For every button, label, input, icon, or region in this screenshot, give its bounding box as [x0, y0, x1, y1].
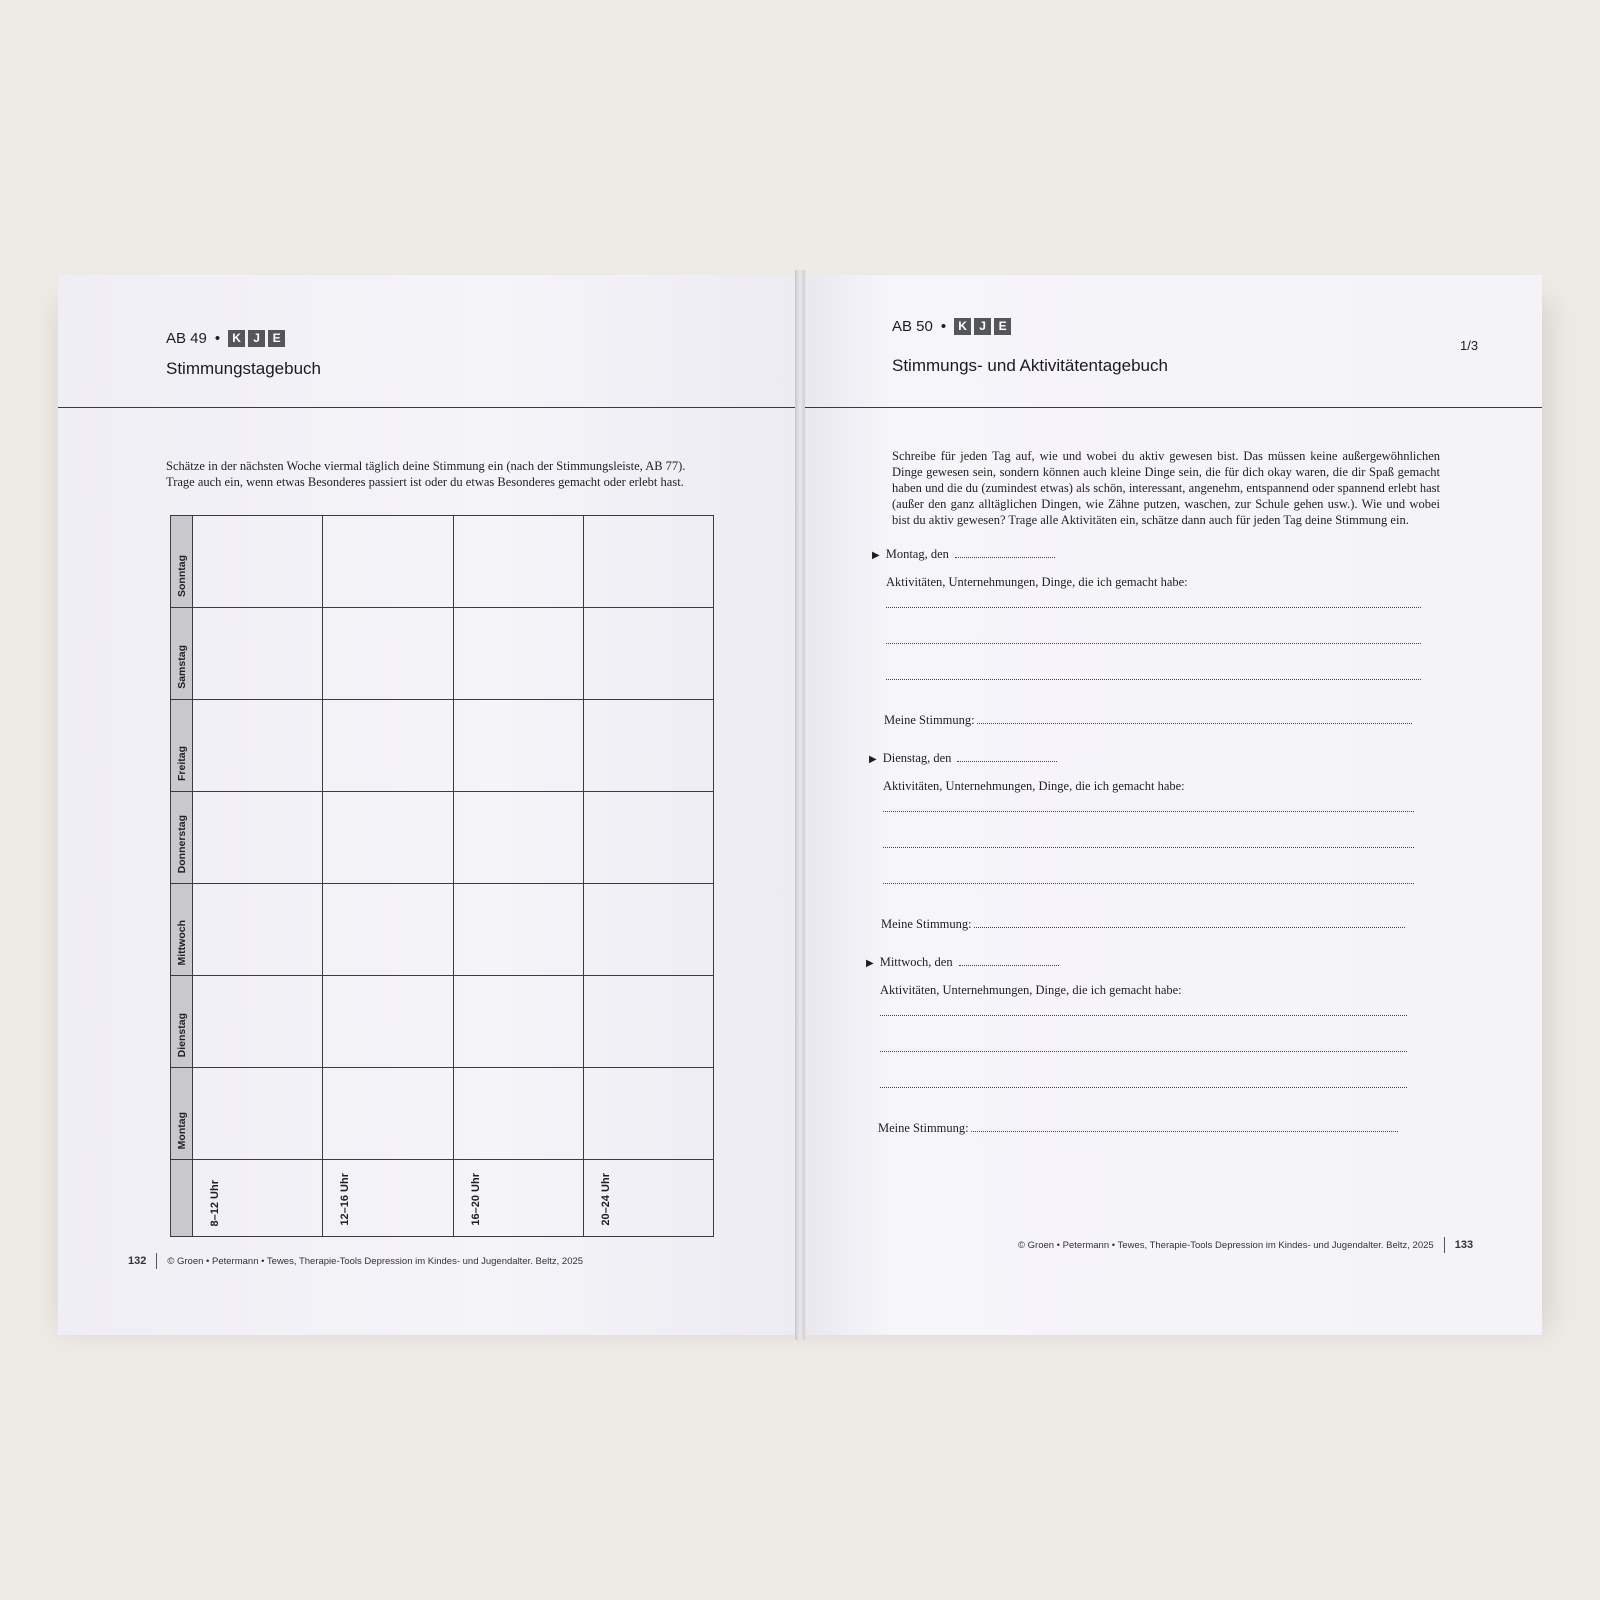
kje-k: K [228, 330, 245, 347]
copyright-text: © Groen • Petermann • Tewes, Therapie-Tools Depression im Kindes- und Jugendalter. Beltz, 2025 [167, 1255, 584, 1267]
intro-line-1: Schätze in der nächsten Woche viermal täglich deine Stimmung ein (nach der Stimmungsleiste, AB 77). [166, 459, 686, 473]
grid-row [171, 700, 714, 792]
activity-write-line[interactable] [886, 643, 1421, 644]
day-label-cell [171, 516, 193, 608]
day-label-cell [171, 976, 193, 1068]
intro-text: Schreibe für jeden Tag auf, wie und wobei du aktiv gewesen bist. Das müssen keine außergewöhnlichen Dinge gewesen sein, sondern können auch kleine Dinge sein, die für dich okay waren, die dir Spaß gemacht haben und die du (zumindest etwas) als schön, interessant, angenehm, entspannend oder spannend erlebt hast (außer den ganz alltäglichen Dingen, wie Zähne putzen, waschen, zur Schule gehen usw.). Wie und wobei bist du aktiv gewesen? Trage alle Aktivitäten ein, schätze dann auch für jeden Tag deine Stimmung ein. [892, 449, 1440, 527]
date-blank[interactable] [955, 547, 1055, 558]
mood-entry-cell[interactable] [453, 516, 583, 608]
mood-entry-cell[interactable] [453, 884, 583, 976]
day-heading-row [866, 955, 1059, 970]
kje-j: J [974, 318, 991, 335]
kje-e: E [268, 330, 285, 347]
activity-write-line[interactable] [883, 847, 1414, 848]
day-name: Montag, den [885, 547, 949, 561]
mood-prompt-row [878, 1121, 1398, 1136]
mood-entry-cell[interactable] [583, 516, 713, 608]
day-heading [869, 751, 1057, 766]
right-page [800, 275, 1542, 1335]
mood-entry-cell[interactable] [193, 608, 323, 700]
footer-divider [156, 1253, 157, 1269]
time-label: 8–12 Uhr [209, 1179, 221, 1226]
mood-entry-cell[interactable] [323, 700, 453, 792]
mood-entry-cell[interactable] [453, 792, 583, 884]
time-label: 12–16 Uhr [339, 1173, 352, 1226]
grid-row [171, 1068, 714, 1160]
day-label-cell [171, 1068, 193, 1160]
triangle-bullet-icon: ▶ [866, 958, 874, 969]
day-label: Montag [176, 1111, 188, 1149]
mood-prompt-row [881, 917, 1405, 932]
intro-text [166, 458, 766, 490]
grid-row [171, 976, 714, 1068]
mood-label: Meine Stimmung: [884, 713, 975, 727]
grid-row [171, 516, 714, 608]
kje-e: E [994, 318, 1011, 335]
mood-entry-cell[interactable] [453, 1068, 583, 1160]
time-label: 20–24 Uhr [599, 1173, 612, 1226]
mood-entry-cell[interactable] [453, 976, 583, 1068]
day-heading [872, 547, 1055, 562]
activities-prompt: Aktivitäten, Unternehmungen, Dinge, die ich gemacht habe: [880, 983, 1182, 997]
bullet: • [940, 318, 947, 335]
date-blank[interactable] [957, 751, 1057, 762]
mood-entry-cell[interactable] [323, 976, 453, 1068]
mood-label: Meine Stimmung: [881, 917, 972, 931]
mood-entry-cell[interactable] [583, 700, 713, 792]
date-blank[interactable] [959, 955, 1059, 966]
activity-write-line[interactable] [886, 607, 1421, 608]
mood-entry-cell[interactable] [583, 976, 713, 1068]
time-row [171, 1160, 714, 1237]
activity-write-line[interactable] [880, 1051, 1407, 1052]
kje-j: J [248, 330, 265, 347]
mood-entry-cell[interactable] [193, 976, 323, 1068]
day-label-cell [171, 700, 193, 792]
day-label-cell [171, 884, 193, 976]
mood-entry-cell[interactable] [323, 516, 453, 608]
mood-entry-cell[interactable] [453, 608, 583, 700]
header-rule [58, 407, 795, 408]
day-label-cell [171, 608, 193, 700]
mood-entry-cell[interactable] [193, 700, 323, 792]
mood-blank[interactable] [974, 917, 1405, 928]
mood-entry-cell[interactable] [323, 884, 453, 976]
sheet-header [166, 330, 285, 347]
intro-line-2: Trage auch ein, wenn etwas Besonderes passiert ist oder du etwas Besonderes gemacht oder erlebt hast. [166, 475, 684, 489]
day-name: Dienstag, den [882, 751, 952, 765]
page-number: 132 [128, 1255, 147, 1267]
kje-badge [228, 330, 285, 347]
mood-entry-cell[interactable] [583, 792, 713, 884]
day-label: Samstag [176, 645, 188, 689]
day-label: Dienstag [176, 1012, 188, 1057]
mood-entry-cell[interactable] [323, 1068, 453, 1160]
day-heading-row [869, 751, 1057, 766]
time-label-cell [193, 1160, 323, 1237]
bullet: • [214, 330, 221, 347]
time-label-cell [583, 1160, 713, 1237]
page-footer [1018, 1237, 1473, 1253]
mood-entry-cell[interactable] [583, 884, 713, 976]
activities-prompt: Aktivitäten, Unternehmungen, Dinge, die ich gemacht habe: [883, 779, 1185, 793]
header-rule [800, 407, 1542, 408]
day-heading-row [872, 547, 1055, 562]
day-label-cell [171, 792, 193, 884]
time-label-cell [453, 1160, 583, 1237]
mood-entry-cell[interactable] [583, 608, 713, 700]
sheet-title: Stimmungs- und Aktivitätentagebuch [892, 356, 1168, 375]
activity-write-line[interactable] [886, 679, 1421, 680]
sheet-header [892, 318, 1011, 335]
mood-diary-grid [170, 515, 714, 1237]
mood-entry-cell[interactable] [323, 608, 453, 700]
mood-entry-cell[interactable] [583, 1068, 713, 1160]
day-label: Mittwoch [176, 919, 188, 965]
mood-entry-cell[interactable] [193, 884, 323, 976]
mood-entry-cell[interactable] [193, 1068, 323, 1160]
time-label: 16–20 Uhr [469, 1173, 482, 1226]
day-label: Donnerstag [176, 814, 188, 873]
activity-write-line[interactable] [883, 811, 1414, 812]
kje-k: K [954, 318, 971, 335]
page-number: 133 [1454, 1239, 1474, 1251]
grid-row [171, 792, 714, 884]
mood-entry-cell[interactable] [323, 792, 453, 884]
page-footer [128, 1253, 583, 1269]
sheet-code: AB 49 [166, 330, 207, 347]
page-fraction: 1/3 [1460, 338, 1479, 353]
mood-prompt-row [884, 713, 1412, 728]
mood-blank[interactable] [977, 713, 1412, 724]
sheet-code: AB 50 [892, 318, 933, 335]
copyright-text: © Groen • Petermann • Tewes, Therapie-Tools Depression im Kindes- und Jugendalter. Beltz, 2025 [1018, 1239, 1434, 1251]
activity-write-line[interactable] [880, 1087, 1407, 1088]
activity-write-line[interactable] [880, 1015, 1407, 1016]
day-heading [866, 955, 1059, 970]
triangle-bullet-icon: ▶ [869, 754, 877, 765]
grid-row [171, 608, 714, 700]
sheet-title: Stimmungstagebuch [166, 359, 321, 378]
day-label: Sonntag [176, 555, 188, 597]
triangle-bullet-icon: ▶ [872, 550, 880, 561]
time-label-cell [323, 1160, 453, 1237]
mood-label: Meine Stimmung: [878, 1121, 969, 1135]
mood-entry-cell[interactable] [453, 700, 583, 792]
mood-blank[interactable] [971, 1121, 1398, 1132]
footer-divider [1444, 1237, 1445, 1253]
mood-entry-cell[interactable] [193, 516, 323, 608]
activity-write-line[interactable] [883, 883, 1414, 884]
grid-row [171, 884, 714, 976]
activities-prompt: Aktivitäten, Unternehmungen, Dinge, die ich gemacht habe: [886, 575, 1188, 589]
day-name: Mittwoch, den [879, 955, 953, 969]
day-label: Freitag [176, 745, 188, 781]
kje-badge [954, 318, 1011, 335]
book-spine [795, 270, 805, 1340]
mood-entry-cell[interactable] [193, 792, 323, 884]
corner-cell [171, 1160, 193, 1237]
